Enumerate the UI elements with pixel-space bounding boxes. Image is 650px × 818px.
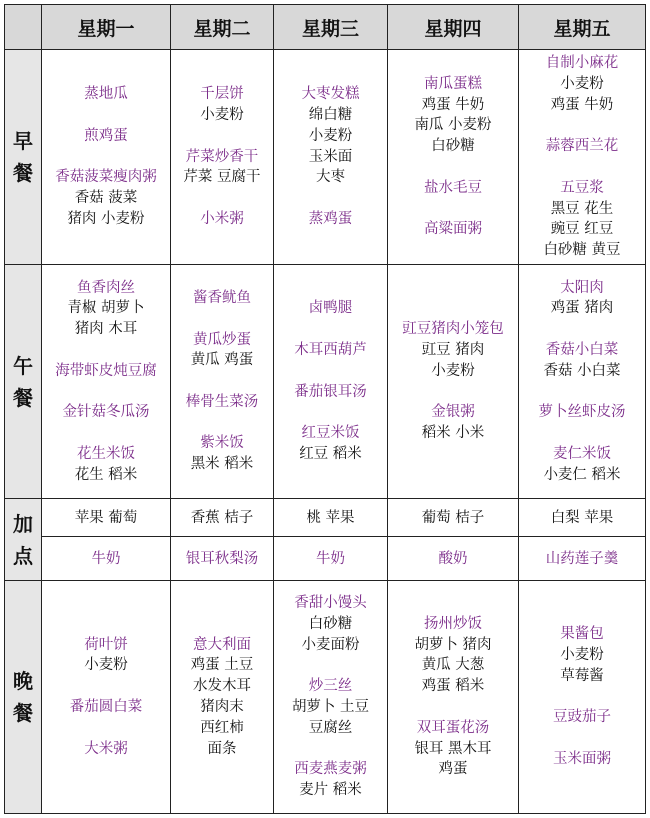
ingredient-list: 小麦粉 [560, 75, 604, 92]
line-spacer [388, 199, 518, 220]
snack-drink: 酸奶 [438, 550, 468, 567]
meal-label-char: 点 [13, 543, 33, 568]
dish-name: 芹菜炒香干 [185, 148, 259, 165]
ingredient-list: 鸡蛋 牛奶 [421, 96, 485, 113]
dish-name: 炒三丝 [308, 678, 353, 695]
dish-name: 大米粥 [84, 740, 128, 757]
dish-name: 蒸鸡蛋 [308, 210, 353, 227]
snack-drink: 牛奶 [316, 550, 345, 567]
line-spacer [171, 413, 273, 434]
dish-name: 蒜蓉西兰花 [545, 138, 619, 155]
line-spacer [171, 371, 273, 392]
line-spacer [388, 697, 518, 718]
line-spacer [274, 402, 387, 423]
ingredient-list: 小麦粉 [84, 657, 128, 674]
dish-name: 千层饼 [200, 86, 244, 103]
ingredient-list: 银耳 黑木耳 [414, 740, 492, 757]
dish-name: 自制小麻花 [545, 55, 619, 72]
snack-drink-cell [519, 537, 646, 581]
lunch-row [5, 265, 646, 499]
ingredient-list: 小麦粉 [431, 362, 475, 379]
line-spacer [42, 147, 170, 168]
ingredient-list: 白砂糖 [308, 615, 353, 632]
day-header-row [5, 5, 646, 50]
dish-name: 黄瓜炒蛋 [193, 331, 251, 348]
lunch-cell [388, 265, 519, 499]
snack-fruit-cell [42, 499, 171, 537]
ingredient-list: 豇豆 猪肉 [421, 341, 485, 358]
ingredient-list: 小麦粉 [560, 647, 604, 663]
day-header-mon: 星期一 [42, 5, 171, 50]
line-spacer [42, 105, 170, 126]
meal-label-breakfast [5, 50, 42, 265]
snack-fruit-cell [274, 499, 388, 537]
line-spacer [274, 188, 387, 209]
snack-fruit: 葡萄 桔子 [421, 509, 485, 526]
ingredient-list: 黑豆 花生 [550, 200, 614, 217]
ingredient-list: 白砂糖 黄豆 [543, 242, 621, 259]
dish-name: 金银粥 [431, 404, 475, 421]
dish-name: 太阳肉 [560, 279, 604, 296]
snack-drink: 牛奶 [91, 550, 121, 567]
snack-fruit: 白梨 苹果 [550, 509, 614, 526]
meal-label-char: 餐 [13, 385, 33, 410]
dish-name: 五豆浆 [560, 179, 604, 196]
line-spacer [171, 126, 273, 147]
ingredient-list: 小麦粉 [200, 107, 244, 123]
ingredient-list: 草莓酱 [560, 667, 604, 684]
day-header-fri: 星期五 [519, 5, 646, 50]
dish-name: 酱香鱿鱼 [193, 289, 251, 306]
dish-name: 盐水毛豆 [424, 179, 482, 196]
meal-label-char: 晚 [13, 669, 33, 693]
ingredient-list: 小麦面粉 [301, 636, 360, 653]
dish-name: 香菇小白菜 [545, 341, 619, 358]
dish-name: 香甜小馒头 [294, 595, 367, 612]
dish-name: 意大利面 [193, 636, 251, 653]
dish-name: 南瓜蛋糕 [424, 75, 482, 92]
ingredient-list: 鸡蛋 牛奶 [550, 96, 614, 113]
line-spacer [274, 655, 387, 676]
meal-label-dinner [5, 581, 42, 814]
ingredient-list: 青椒 胡萝卜 [67, 300, 145, 317]
ingredient-list: 面条 [207, 740, 237, 757]
breakfast-cell [519, 50, 646, 265]
dish-name: 双耳蛋花汤 [416, 719, 490, 736]
snack-fruit-cell [519, 499, 646, 537]
dish-name: 豆豉茄子 [553, 709, 611, 726]
line-spacer [42, 382, 170, 403]
ingredient-list: 花生 稻米 [74, 466, 138, 483]
meal-label-char: 加 [13, 511, 33, 536]
dish-name: 紫米饭 [200, 435, 244, 452]
dish-name: 海带虾皮炖豆腐 [55, 362, 157, 379]
ingredient-list: 香菇 菠菜 [74, 190, 138, 207]
line-spacer [519, 319, 645, 340]
dinner-cell [519, 581, 646, 814]
line-spacer [519, 382, 645, 403]
line-spacer [171, 309, 273, 330]
meal-label-char: 餐 [13, 161, 33, 185]
snack-fruit-row [5, 499, 646, 537]
snack-drink-cell [274, 537, 388, 581]
breakfast-cell [171, 50, 274, 265]
line-spacer [274, 319, 387, 340]
line-spacer [388, 157, 518, 178]
snack-fruit-cell [388, 499, 519, 537]
dish-name: 蒸地瓜 [84, 86, 128, 103]
dish-name: 卤鸭腿 [308, 300, 353, 317]
corner-cell [5, 5, 42, 50]
line-spacer [519, 157, 645, 178]
line-spacer [42, 676, 170, 697]
dish-name: 扬州炒饭 [424, 615, 482, 632]
ingredient-list: 猪肉 木耳 [74, 321, 138, 338]
breakfast-row [5, 50, 646, 265]
lunch-cell [171, 265, 274, 499]
ingredient-list: 大枣 [316, 169, 345, 186]
snack-drink-cell [388, 537, 519, 581]
lunch-cell [42, 265, 171, 499]
ingredient-list: 豆腐丝 [308, 719, 353, 736]
dish-name: 豇豆猪肉小笼包 [402, 321, 504, 338]
line-spacer [171, 188, 273, 209]
line-spacer [42, 718, 170, 739]
lunch-cell [274, 265, 388, 499]
ingredient-list: 小麦仁 稻米 [543, 466, 621, 483]
day-header-wed: 星期三 [274, 5, 388, 50]
line-spacer [274, 361, 387, 382]
ingredient-list: 绵白糖 [308, 107, 353, 123]
dish-name: 小米粥 [200, 210, 244, 227]
dish-name: 果酱包 [560, 626, 604, 643]
ingredient-list: 稻米 小米 [421, 425, 485, 442]
line-spacer [42, 340, 170, 361]
ingredient-list: 豌豆 红豆 [550, 221, 614, 238]
snack-fruit: 桃 苹果 [306, 509, 355, 526]
snack-drink-row [5, 537, 646, 581]
line-spacer [274, 739, 387, 760]
meal-label-char: 餐 [13, 701, 33, 725]
dish-name: 鱼香肉丝 [77, 279, 135, 296]
breakfast-cell [388, 50, 519, 265]
dinner-cell [274, 581, 388, 814]
ingredient-list: 黄瓜 大葱 [421, 657, 485, 674]
ingredient-list: 香菇 小白菜 [543, 362, 621, 379]
dinner-row [5, 581, 646, 814]
dish-name: 玉米面粥 [553, 750, 611, 767]
dinner-cell [42, 581, 171, 814]
ingredient-list: 麦片 稻米 [299, 782, 362, 799]
ingredient-list: 猪肉 小麦粉 [67, 210, 145, 227]
snack-fruit: 苹果 葡萄 [74, 509, 138, 526]
dinner-cell [388, 581, 519, 814]
dish-name: 番茄银耳汤 [294, 383, 367, 400]
dish-name: 麦仁米饭 [553, 445, 611, 462]
dish-name: 番茄圆白菜 [69, 699, 143, 715]
ingredient-list: 小麦粉 [308, 127, 353, 144]
meal-label-char: 午 [13, 353, 33, 378]
dish-name: 棒骨生菜汤 [185, 393, 259, 410]
ingredient-list: 白砂糖 [431, 138, 475, 155]
ingredient-list: 玉米面 [308, 148, 353, 165]
snack-drink-cell [171, 537, 274, 581]
ingredient-list: 红豆 稻米 [299, 445, 362, 462]
dish-name: 高粱面粥 [424, 221, 482, 238]
day-header-thu: 星期四 [388, 5, 519, 50]
ingredient-list: 南瓜 小麦粉 [414, 117, 492, 134]
ingredient-list: 鸡蛋 土豆 [190, 657, 254, 674]
meal-label-lunch [5, 265, 42, 499]
line-spacer [519, 115, 645, 136]
dish-name: 大枣发糕 [301, 86, 360, 103]
line-spacer [388, 382, 518, 403]
line-spacer [42, 423, 170, 444]
dish-name: 香菇菠菜瘦肉粥 [55, 169, 157, 186]
meal-label-char: 早 [13, 129, 33, 153]
dinner-cell [171, 581, 274, 814]
weekly-menu-table [4, 4, 646, 814]
snack-fruit: 香蕉 桔子 [190, 509, 254, 526]
dish-name: 荷叶饼 [84, 636, 128, 653]
ingredient-list: 鸡蛋 稻米 [421, 678, 485, 695]
dish-name: 西麦燕麦粥 [294, 761, 367, 778]
snack-drink: 银耳秋梨汤 [185, 550, 259, 567]
ingredient-list: 胡萝卜 土豆 [291, 699, 370, 715]
dish-name: 煎鸡蛋 [84, 127, 128, 144]
dish-name: 萝卜丝虾皮汤 [538, 404, 626, 421]
line-spacer [519, 423, 645, 444]
line-spacer [519, 687, 645, 708]
ingredient-list: 西红柿 [200, 719, 244, 736]
breakfast-cell [274, 50, 388, 265]
meal-label-snack [5, 499, 42, 581]
dish-name: 金针菇冬瓜汤 [62, 404, 150, 421]
snack-drink: 山药莲子羹 [545, 550, 619, 567]
dish-name: 花生米饭 [77, 445, 135, 462]
dish-name: 红豆米饭 [301, 425, 360, 442]
ingredient-list: 猪肉末 [200, 699, 244, 715]
ingredient-list: 黄瓜 鸡蛋 [190, 352, 254, 369]
ingredient-list: 水发木耳 [193, 678, 251, 695]
snack-fruit-cell [171, 499, 274, 537]
breakfast-cell [42, 50, 171, 265]
ingredient-list: 胡萝卜 猪肉 [414, 636, 492, 653]
dish-name: 木耳西葫芦 [294, 341, 367, 358]
ingredient-list: 鸡蛋 猪肉 [550, 300, 614, 317]
day-header-tue: 星期二 [171, 5, 274, 50]
line-spacer [519, 728, 645, 749]
lunch-cell [519, 265, 646, 499]
ingredient-list: 芹菜 豆腐干 [183, 169, 261, 186]
ingredient-list: 鸡蛋 [438, 761, 468, 778]
snack-drink-cell [42, 537, 171, 581]
ingredient-list: 黑米 稻米 [190, 456, 254, 473]
